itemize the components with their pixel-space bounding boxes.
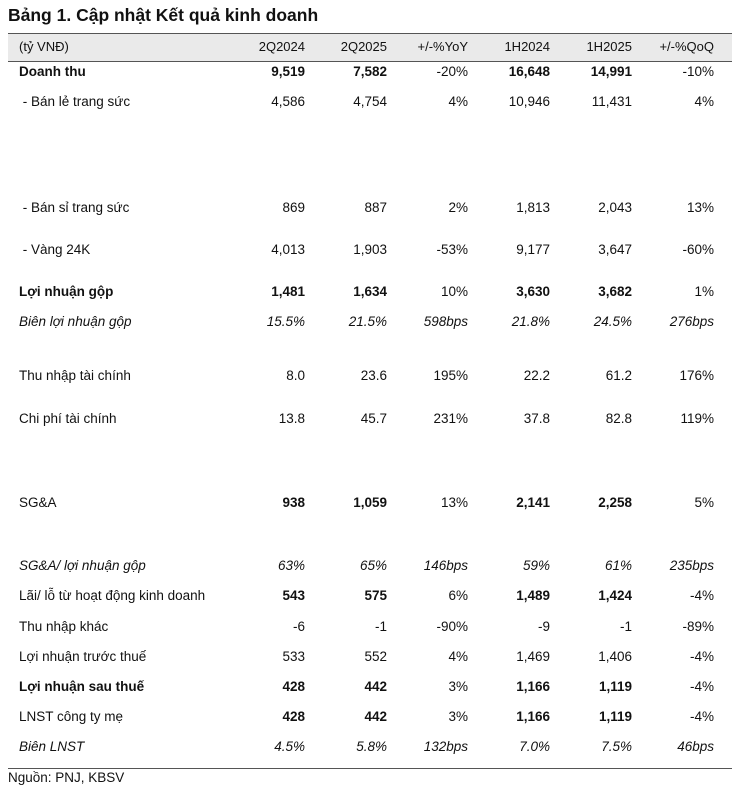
table-row-parent-npat (8, 709, 732, 727)
table-row-other-income (8, 619, 732, 637)
table-row-gross-profit (8, 284, 732, 302)
row-label: SG&A/ lợi nhuận gộp (19, 558, 146, 573)
row-value-1h2025: 24.5% (593, 314, 632, 329)
row-value-1h2025: 7.5% (601, 739, 632, 754)
source-note: Nguồn: PNJ, KBSV (8, 770, 125, 785)
row-value-qoq: -4% (689, 709, 714, 724)
row-value-qoq: -60% (682, 242, 714, 257)
row-value-2q2025: 442 (364, 709, 387, 724)
row-value-qoq: 5% (694, 495, 714, 510)
row-value-2q2024: 533 (282, 649, 305, 664)
table-row-net-margin (8, 739, 732, 757)
row-value-1h2024: 2,141 (516, 495, 550, 510)
row-value-2q2024: 15.5% (266, 314, 305, 329)
row-value-yoy: 13% (440, 495, 468, 510)
row-value-2q2025: 1,634 (353, 284, 387, 299)
row-value-2q2024: 543 (282, 588, 305, 603)
row-label: Chi phí tài chính (19, 411, 117, 426)
header-2q2024: 2Q2024 (258, 39, 305, 54)
row-value-yoy: 231% (433, 411, 468, 426)
row-value-qoq: 176% (679, 368, 714, 383)
row-value-qoq: 4% (694, 94, 714, 109)
table-row-profit-after-tax (8, 679, 732, 697)
table-row-revenue (8, 64, 732, 82)
row-value-2q2025: 23.6 (360, 368, 387, 383)
row-value-2q2024: 13.8 (278, 411, 305, 426)
table-row-operating-profit (8, 588, 732, 606)
row-value-2q2024: -6 (292, 619, 305, 634)
row-value-1h2024: 21.8% (511, 314, 550, 329)
row-value-yoy: 598bps (423, 314, 468, 329)
row-value-1h2025: 3,682 (598, 284, 632, 299)
row-label: - Bán lẻ trang sức (19, 94, 131, 109)
row-value-1h2025: -1 (619, 619, 632, 634)
table-row-profit-before-tax (8, 649, 732, 667)
table-row-gold-24k (8, 242, 732, 260)
row-value-2q2024: 9,519 (271, 64, 305, 79)
row-value-2q2024: 428 (282, 679, 305, 694)
header-unit: (tỷ VNĐ) (19, 39, 69, 54)
row-value-yoy: 3% (448, 679, 468, 694)
row-value-qoq: -10% (682, 64, 714, 79)
row-value-1h2025: 61% (604, 558, 632, 573)
header-1h2025: 1H2025 (586, 39, 632, 54)
table-row-financial-income (8, 368, 732, 386)
row-value-1h2024: 22.2 (523, 368, 550, 383)
row-value-1h2024: 1,489 (516, 588, 550, 603)
row-value-2q2025: 1,903 (353, 242, 387, 257)
row-value-qoq: -4% (689, 679, 714, 694)
row-value-1h2024: 59% (522, 558, 550, 573)
row-value-2q2025: -1 (374, 619, 387, 634)
row-value-1h2025: 1,424 (598, 588, 632, 603)
row-label: Lợi nhuận gộp (19, 284, 114, 299)
table-row-sga (8, 495, 732, 513)
row-label: Biên LNST (19, 739, 85, 754)
row-value-yoy: -20% (436, 64, 468, 79)
row-value-1h2024: 10,946 (508, 94, 550, 109)
row-value-2q2025: 65% (359, 558, 387, 573)
row-value-yoy: 195% (433, 368, 468, 383)
row-value-2q2024: 869 (282, 200, 305, 215)
row-label: Doanh thu (19, 64, 86, 79)
table-bottom-rule (8, 768, 732, 769)
row-value-1h2024: 1,166 (516, 709, 550, 724)
row-value-qoq: 276bps (669, 314, 714, 329)
row-value-yoy: 132bps (423, 739, 468, 754)
table-row-wholesale-jewelry (8, 200, 732, 218)
row-value-2q2024: 63% (277, 558, 305, 573)
row-value-2q2024: 8.0 (286, 368, 305, 383)
row-value-1h2025: 11,431 (591, 94, 632, 109)
row-value-yoy: 6% (448, 588, 468, 603)
table-title: Bảng 1. Cập nhật Kết quả kinh doanh (8, 5, 319, 25)
row-value-2q2025: 7,582 (353, 64, 387, 79)
header-qoq: +/-%QoQ (659, 39, 714, 54)
row-value-2q2024: 938 (282, 495, 305, 510)
row-label: Thu nhập tài chính (19, 368, 131, 383)
row-value-1h2024: 9,177 (516, 242, 550, 257)
row-value-2q2024: 1,481 (271, 284, 305, 299)
row-value-yoy: 4% (448, 649, 468, 664)
row-value-1h2025: 1,406 (598, 649, 632, 664)
row-label: Lợi nhuận sau thuế (19, 679, 145, 694)
row-value-yoy: -90% (436, 619, 468, 634)
row-value-2q2025: 5.8% (356, 739, 387, 754)
row-value-2q2025: 887 (364, 200, 387, 215)
row-value-1h2025: 14,991 (590, 64, 632, 79)
row-value-yoy: 10% (440, 284, 468, 299)
row-label: LNST công ty mẹ (19, 709, 124, 724)
row-value-1h2024: 7.0% (519, 739, 550, 754)
row-value-yoy: 146bps (423, 558, 468, 573)
row-label: Biên lợi nhuận gộp (19, 314, 132, 329)
row-value-qoq: 1% (694, 284, 714, 299)
row-value-yoy: -53% (436, 242, 468, 257)
header-1h2024: 1H2024 (504, 39, 550, 54)
row-value-2q2024: 428 (282, 709, 305, 724)
row-value-yoy: 4% (448, 94, 468, 109)
row-label: - Vàng 24K (19, 242, 91, 257)
table-header (8, 33, 732, 62)
row-value-qoq: 13% (686, 200, 714, 215)
row-value-1h2025: 1,119 (598, 679, 632, 694)
row-value-1h2025: 2,043 (598, 200, 632, 215)
row-label: Thu nhập khác (19, 619, 109, 634)
row-value-1h2024: -9 (537, 619, 550, 634)
row-value-2q2025: 1,059 (353, 495, 387, 510)
table-row-sga-to-gross-profit (8, 558, 732, 576)
row-value-yoy: 2% (448, 200, 468, 215)
row-value-qoq: 235bps (669, 558, 714, 573)
row-value-qoq: 119% (680, 411, 714, 426)
row-value-2q2025: 552 (364, 649, 387, 664)
row-label: - Bán sỉ trang sức (19, 200, 130, 215)
row-value-2q2025: 21.5% (348, 314, 387, 329)
row-value-1h2024: 37.8 (523, 411, 550, 426)
table-row-financial-expense (8, 411, 732, 429)
header-2q2025: 2Q2025 (340, 39, 387, 54)
row-value-1h2025: 3,647 (598, 242, 632, 257)
row-value-1h2024: 1,166 (516, 679, 550, 694)
row-value-yoy: 3% (448, 709, 468, 724)
row-value-2q2025: 575 (364, 588, 387, 603)
row-value-2q2024: 4,013 (271, 242, 305, 257)
row-value-qoq: 46bps (677, 739, 714, 754)
row-value-1h2025: 2,258 (598, 495, 632, 510)
row-value-1h2024: 1,469 (516, 649, 550, 664)
row-label: SG&A (19, 495, 57, 510)
row-value-1h2025: 82.8 (605, 411, 632, 426)
row-value-qoq: -89% (682, 619, 714, 634)
row-value-1h2025: 61.2 (605, 368, 632, 383)
row-value-qoq: -4% (689, 649, 714, 664)
row-value-2q2024: 4,586 (271, 94, 305, 109)
header-yoy: +/-%YoY (417, 39, 468, 54)
row-label: Lợi nhuận trước thuế (19, 649, 147, 664)
table-row-retail-jewelry (8, 94, 732, 112)
row-value-2q2024: 4.5% (274, 739, 305, 754)
row-value-qoq: -4% (689, 588, 714, 603)
row-value-2q2025: 442 (364, 679, 387, 694)
row-value-2q2025: 45.7 (360, 411, 387, 426)
row-label: Lãi/ lỗ từ hoạt động kinh doanh (19, 588, 206, 603)
row-value-1h2025: 1,119 (598, 709, 632, 724)
table-row-gross-margin (8, 314, 732, 332)
row-value-1h2024: 3,630 (516, 284, 550, 299)
row-value-1h2024: 16,648 (508, 64, 550, 79)
row-value-1h2024: 1,813 (516, 200, 550, 215)
row-value-2q2025: 4,754 (353, 94, 387, 109)
